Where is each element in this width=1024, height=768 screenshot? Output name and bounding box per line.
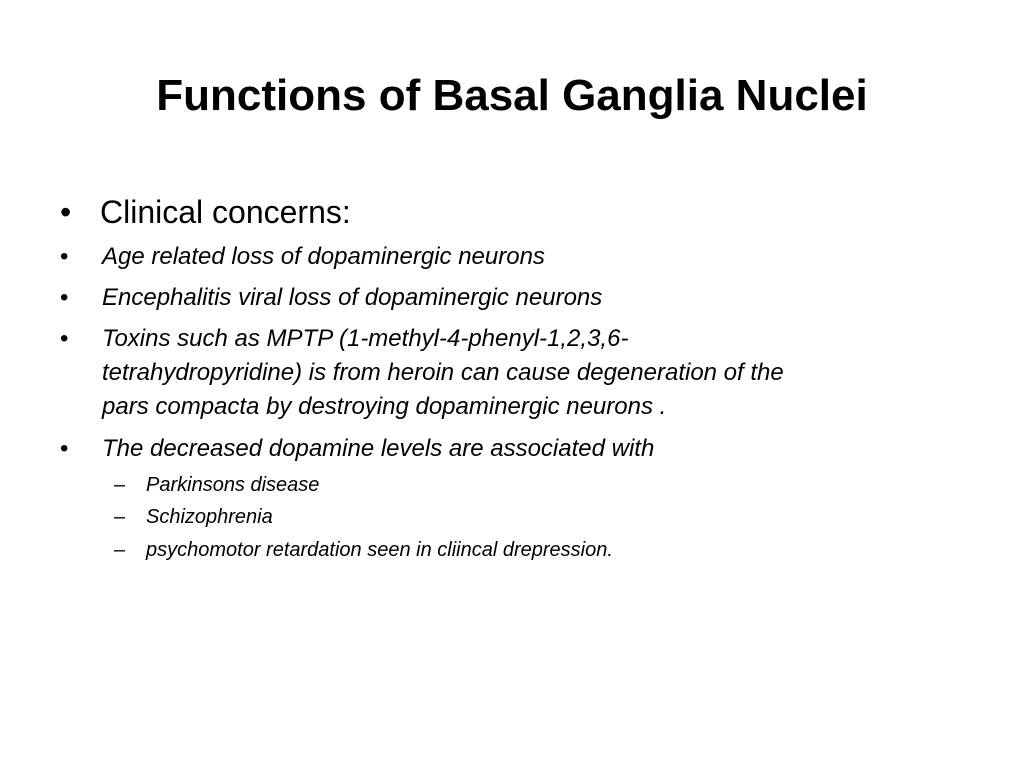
slide-title: Functions of Basal Ganglia Nuclei	[156, 71, 868, 120]
bullet-marker: •	[60, 325, 69, 352]
dash-marker: –	[114, 539, 126, 561]
bullet-marker: •	[60, 243, 69, 270]
subitem-text: psychomotor retardation seen in cliincal drepression.	[146, 539, 613, 561]
bullet-marker: •	[60, 194, 72, 230]
bullet-text: The decreased dopamine levels are associated with	[102, 435, 655, 462]
bullet-marker: •	[60, 435, 69, 462]
subitem-text: Parkinsons disease	[146, 474, 320, 496]
bullet-text-line: tetrahydropyridine) is from heroin can cause degeneration of the	[102, 359, 784, 386]
bullet-text: Clinical concerns:	[100, 194, 351, 230]
bullet-text-line: pars compacta by destroying dopaminergic neurons .	[102, 393, 667, 420]
bullet-text	[102, 322, 784, 424]
bullet-text: Age related loss of dopaminergic neurons	[102, 243, 545, 270]
dash-marker: –	[114, 506, 126, 528]
subitem-text: Schizophrenia	[146, 506, 273, 528]
dash-marker: –	[114, 474, 126, 496]
bullet-text-line: Toxins such as MPTP (1-methyl-4-phenyl-1,2,3,6-	[102, 325, 629, 352]
bullet-marker: •	[60, 284, 69, 311]
bullet-text: Encephalitis viral loss of dopaminergic neurons	[102, 284, 603, 311]
